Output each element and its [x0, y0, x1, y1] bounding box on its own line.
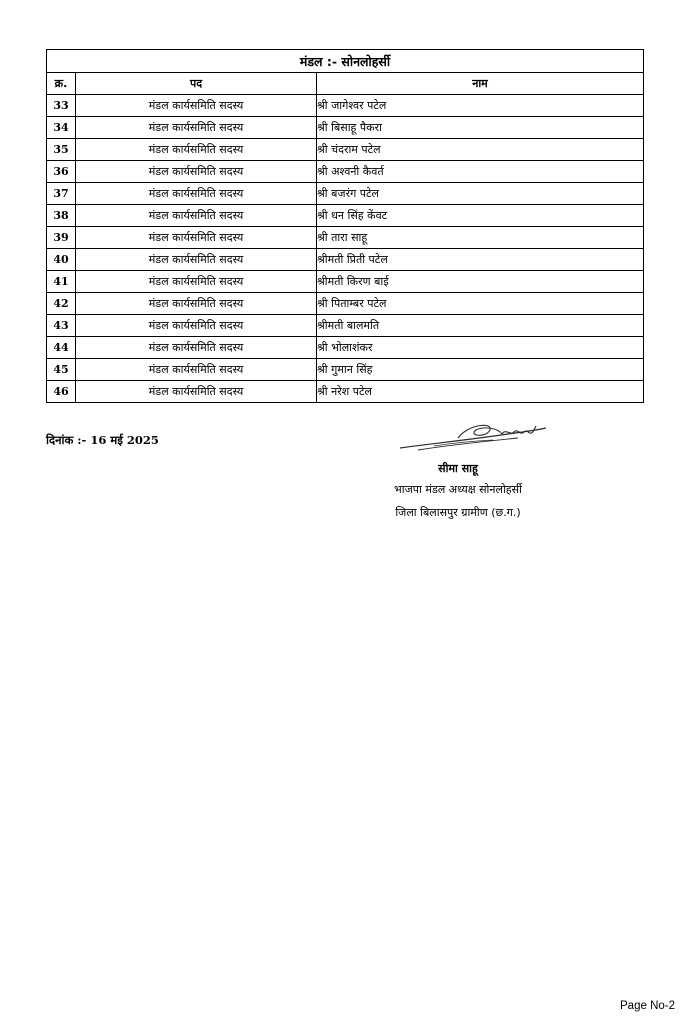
- table-row: [47, 205, 644, 227]
- date-line: [46, 433, 159, 448]
- table-row: [47, 183, 644, 205]
- row-name: श्रीमती बालमति: [317, 315, 644, 337]
- row-serial: 44: [47, 337, 76, 359]
- table-row: [47, 117, 644, 139]
- row-serial: 37: [47, 183, 76, 205]
- table-row: [47, 381, 644, 403]
- row-serial: 42: [47, 293, 76, 315]
- row-post: मंडल कार्यसमिति सदस्य: [76, 139, 317, 161]
- table-row: [47, 249, 644, 271]
- row-post: मंडल कार्यसमिति सदस्य: [76, 271, 317, 293]
- table-row: [47, 227, 644, 249]
- handwritten-signature: [398, 416, 548, 456]
- row-serial: 35: [47, 139, 76, 161]
- page-number: Page No-2: [620, 1000, 675, 1012]
- row-name: श्री बजरंग पटेल: [317, 183, 644, 205]
- table-row: [47, 95, 644, 117]
- row-post: मंडल कार्यसमिति सदस्य: [76, 95, 317, 117]
- row-name: श्री तारा साहू: [317, 227, 644, 249]
- row-serial: 43: [47, 315, 76, 337]
- table-row: [47, 271, 644, 293]
- row-post: मंडल कार्यसमिति सदस्य: [76, 161, 317, 183]
- row-post: मंडल कार्यसमिति सदस्य: [76, 381, 317, 403]
- row-post: मंडल कार्यसमिति सदस्य: [76, 315, 317, 337]
- signatory-title: भाजपा मंडल अध्यक्ष सोनलोहर्सी: [394, 483, 522, 496]
- row-post: मंडल कार्यसमिति सदस्य: [76, 183, 317, 205]
- row-serial: 45: [47, 359, 76, 381]
- row-serial: 39: [47, 227, 76, 249]
- signatory-name: सीमा साहू: [438, 462, 478, 475]
- header-post: पद: [76, 73, 317, 95]
- table-row: [47, 315, 644, 337]
- row-name: श्री अश्वनी कैवर्त: [317, 161, 644, 183]
- date-label: दिनांक :-: [46, 433, 87, 447]
- table-title: मंडल :- सोनलोहर्सी: [47, 50, 644, 73]
- row-name: श्री पिताम्बर पटेल: [317, 293, 644, 315]
- row-post: मंडल कार्यसमिति सदस्य: [76, 249, 317, 271]
- table-row: [47, 359, 644, 381]
- row-name: श्री गुमान सिंह: [317, 359, 644, 381]
- table-row: [47, 337, 644, 359]
- row-name: श्री बिसाहू पैकरा: [317, 117, 644, 139]
- row-post: मंडल कार्यसमिति सदस्य: [76, 293, 317, 315]
- signatory-district: जिला बिलासपुर ग्रामीण (छ.ग.): [395, 506, 521, 519]
- table-row: [47, 293, 644, 315]
- header-name: नाम: [317, 73, 644, 95]
- row-serial: 40: [47, 249, 76, 271]
- row-post: मंडल कार्यसमिति सदस्य: [76, 227, 317, 249]
- row-name: श्रीमती किरण बाई: [317, 271, 644, 293]
- row-name: श्री चंदराम पटेल: [317, 139, 644, 161]
- row-name: श्रीमती प्रिती पटेल: [317, 249, 644, 271]
- row-name: श्री भोलाशंकर: [317, 337, 644, 359]
- table-row: [47, 139, 644, 161]
- row-serial: 36: [47, 161, 76, 183]
- row-serial: 34: [47, 117, 76, 139]
- row-post: मंडल कार्यसमिति सदस्य: [76, 117, 317, 139]
- row-post: मंडल कार्यसमिति सदस्य: [76, 205, 317, 227]
- row-post: मंडल कार्यसमिति सदस्य: [76, 359, 317, 381]
- row-name: श्री धन सिंह केंवट: [317, 205, 644, 227]
- row-serial: 33: [47, 95, 76, 117]
- row-post: मंडल कार्यसमिति सदस्य: [76, 337, 317, 359]
- table-row: [47, 161, 644, 183]
- date-value: 16 मई 2025: [90, 433, 159, 447]
- row-serial: 46: [47, 381, 76, 403]
- row-serial: 41: [47, 271, 76, 293]
- row-name: श्री जागेश्वर पटेल: [317, 95, 644, 117]
- header-serial: क्र.: [47, 73, 76, 95]
- row-serial: 38: [47, 205, 76, 227]
- members-table: [46, 49, 644, 403]
- row-name: श्री नरेश पटेल: [317, 381, 644, 403]
